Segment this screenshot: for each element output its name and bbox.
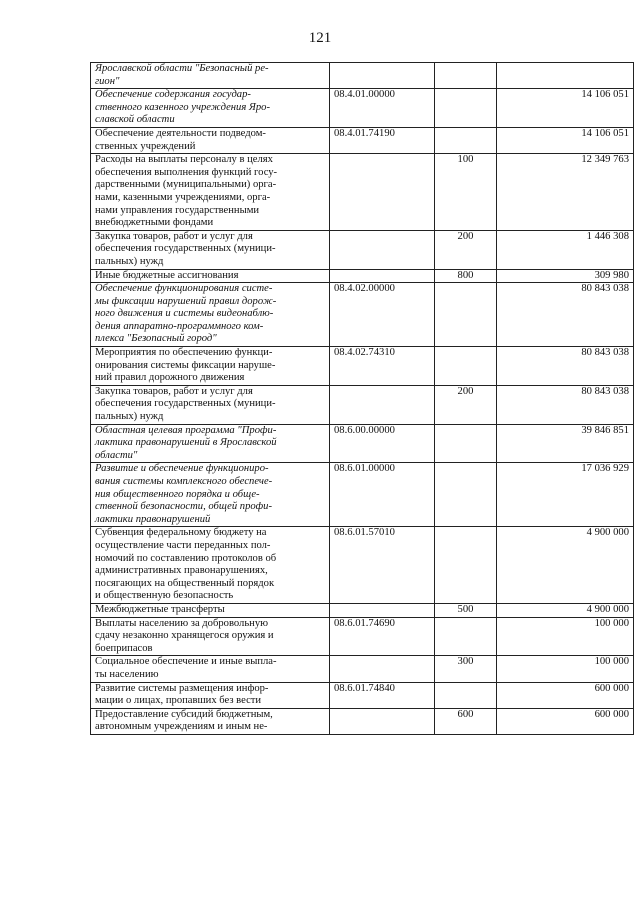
- expense-name-line: пальных) нужд: [95, 411, 164, 423]
- amount-cell: 39 846 851: [497, 424, 634, 463]
- table-row: [91, 708, 634, 734]
- expense-name-cell: [91, 617, 330, 656]
- amount-cell: 17 036 929: [497, 463, 634, 527]
- page-number: 121: [308, 30, 332, 46]
- expense-name-line: Социальное обеспечение и иные выпла-: [95, 656, 277, 668]
- expense-name-line: обеспечения выполнения функций госу-: [95, 166, 278, 178]
- expense-type-code: [435, 347, 497, 386]
- expense-name-cell: [91, 269, 330, 283]
- expense-name-line: Выплаты населению за добровольную: [95, 617, 269, 629]
- table-row: [91, 63, 634, 89]
- table-row: [91, 527, 634, 604]
- target-article-code: [330, 385, 435, 424]
- table-row: [91, 424, 634, 463]
- expense-name-cell: [91, 127, 330, 153]
- expense-name-line: лактики правонарушений: [95, 513, 211, 525]
- budget-table: [90, 62, 634, 735]
- table-row: [91, 385, 634, 424]
- expense-type-code: 100: [435, 154, 497, 231]
- expense-name-line: Субвенция федеральному бюджету на: [95, 527, 267, 539]
- target-article-code: 08.6.01.57010: [330, 527, 435, 604]
- expense-name-cell: [91, 603, 330, 617]
- target-article-code: [330, 656, 435, 682]
- expense-type-code: 200: [435, 385, 497, 424]
- expense-name-cell: [91, 424, 330, 463]
- amount-cell: 309 980: [497, 269, 634, 283]
- amount-cell: [497, 63, 634, 89]
- expense-name-line: номочий по составлению протоколов об: [95, 552, 277, 564]
- target-article-code: 08.4.02.00000: [330, 283, 435, 347]
- target-article-code: [330, 230, 435, 269]
- expense-name-line: Обеспечение деятельности подведом-: [95, 127, 266, 139]
- expense-name-line: Ярославской области "Безопасный ре-: [95, 63, 269, 74]
- target-article-code: 08.4.01.00000: [330, 89, 435, 128]
- amount-cell: 600 000: [497, 682, 634, 708]
- table-row: [91, 347, 634, 386]
- expense-name-line: плекса "Безопасный город": [95, 333, 217, 345]
- target-article-code: [330, 269, 435, 283]
- expense-type-code: 200: [435, 230, 497, 269]
- expense-name-line: Предоставление субсидий бюджетным,: [95, 708, 273, 720]
- expense-name-line: Межбюджетные трансферты: [95, 603, 225, 615]
- expense-type-code: 600: [435, 708, 497, 734]
- expense-name-line: Развитие и обеспечение функциониро-: [95, 463, 269, 475]
- target-article-code: 08.6.01.74840: [330, 682, 435, 708]
- expense-name-cell: [91, 682, 330, 708]
- expense-name-line: сдачу незаконно хранящегося оружия и: [95, 630, 274, 642]
- expense-type-code: 800: [435, 269, 497, 283]
- expense-name-cell: [91, 385, 330, 424]
- expense-type-code: [435, 127, 497, 153]
- target-article-code: 08.6.00.00000: [330, 424, 435, 463]
- expense-type-code: [435, 463, 497, 527]
- amount-cell: 80 843 038: [497, 283, 634, 347]
- target-article-code: 08.6.01.74690: [330, 617, 435, 656]
- expense-name-line: нами управления государственными: [95, 204, 260, 216]
- table-row: [91, 154, 634, 231]
- table-row: [91, 682, 634, 708]
- expense-type-code: [435, 63, 497, 89]
- expense-type-code: [435, 89, 497, 128]
- expense-name-line: Обеспечение содержания государ-: [95, 89, 251, 101]
- table-row: [91, 656, 634, 682]
- expense-name-line: административных правонарушениях,: [95, 565, 268, 577]
- expense-name-line: ственной безопасности, общей профи-: [95, 501, 273, 513]
- budget-table-body: [91, 63, 634, 735]
- amount-cell: 80 843 038: [497, 385, 634, 424]
- expense-name-cell: [91, 154, 330, 231]
- amount-cell: 12 349 763: [497, 154, 634, 231]
- expense-name-line: осуществление части переданных пол-: [95, 539, 271, 551]
- expense-name-line: онирования системы фиксации наруше-: [95, 359, 276, 371]
- table-row: [91, 230, 634, 269]
- expense-name-line: пальных) нужд: [95, 255, 164, 267]
- target-article-code: 08.4.02.74310: [330, 347, 435, 386]
- table-row: [91, 127, 634, 153]
- expense-name-line: Иные бюджетные ассигнования: [95, 269, 239, 281]
- table-row: [91, 463, 634, 527]
- expense-name-line: и общественную безопасность: [95, 590, 234, 602]
- expense-name-cell: [91, 656, 330, 682]
- expense-name-line: мы фиксации нарушений правил дорож-: [95, 295, 277, 307]
- expense-name-line: Расходы на выплаты персоналу в целях: [95, 154, 273, 166]
- expense-name-line: ния общественного порядка и обще-: [95, 488, 260, 500]
- expense-name-cell: [91, 347, 330, 386]
- expense-type-code: [435, 424, 497, 463]
- expense-name-line: внебюджетными фондами: [95, 217, 214, 229]
- expense-name-cell: [91, 89, 330, 128]
- expense-type-code: [435, 682, 497, 708]
- amount-cell: 14 106 051: [497, 89, 634, 128]
- expense-name-cell: [91, 230, 330, 269]
- expense-name-cell: [91, 283, 330, 347]
- expense-type-code: [435, 283, 497, 347]
- target-article-code: 08.6.01.00000: [330, 463, 435, 527]
- amount-cell: 1 446 308: [497, 230, 634, 269]
- expense-name-line: Закупка товаров, работ и услуг для: [95, 230, 253, 242]
- target-article-code: [330, 154, 435, 231]
- expense-name-line: мации о лицах, пропавших без вести: [95, 695, 262, 707]
- amount-cell: 80 843 038: [497, 347, 634, 386]
- expense-name-line: дарственными (муниципальными) орга-: [95, 179, 277, 191]
- expense-type-code: 500: [435, 603, 497, 617]
- expense-name-line: Областная целевая программа "Профи-: [95, 424, 277, 436]
- amount-cell: 14 106 051: [497, 127, 634, 153]
- expense-name-cell: [91, 463, 330, 527]
- amount-cell: 600 000: [497, 708, 634, 734]
- amount-cell: 4 900 000: [497, 527, 634, 604]
- table-row: [91, 269, 634, 283]
- expense-name-cell: [91, 527, 330, 604]
- expense-name-line: Закупка товаров, работ и услуг для: [95, 385, 253, 397]
- expense-name-line: нами, казенными учреждениями, орга-: [95, 191, 271, 203]
- expense-name-line: ты населению: [95, 668, 159, 680]
- table-row: [91, 603, 634, 617]
- amount-cell: 100 000: [497, 656, 634, 682]
- expense-type-code: 300: [435, 656, 497, 682]
- table-row: [91, 617, 634, 656]
- target-article-code: [330, 708, 435, 734]
- expense-type-code: [435, 617, 497, 656]
- expense-name-line: славской области: [95, 114, 175, 126]
- expense-name-line: Развитие системы размещения инфор-: [95, 682, 269, 694]
- expense-name-line: гион": [95, 75, 120, 87]
- expense-name-line: Обеспечение функционирования систе-: [95, 283, 273, 295]
- amount-cell: 100 000: [497, 617, 634, 656]
- table-row: [91, 89, 634, 128]
- expense-name-line: посягающих на общественный порядок: [95, 577, 275, 589]
- table-row: [91, 283, 634, 347]
- expense-name-line: области": [95, 449, 138, 461]
- expense-name-line: лактика правонарушений в Ярославской: [95, 437, 277, 449]
- target-article-code: [330, 63, 435, 89]
- expense-type-code: [435, 527, 497, 604]
- expense-name-line: Мероприятия по обеспечению функци-: [95, 347, 273, 359]
- expense-name-line: обеспечения государственных (муници-: [95, 243, 276, 255]
- target-article-code: [330, 603, 435, 617]
- expense-name-line: боеприпасов: [95, 642, 153, 654]
- expense-name-cell: [91, 63, 330, 89]
- expense-name-line: автономным учреждениям и иным не-: [95, 721, 268, 733]
- expense-name-line: ственного казенного учреждения Яро-: [95, 101, 270, 113]
- expense-name-line: ний правил дорожного движения: [95, 372, 245, 384]
- amount-cell: 4 900 000: [497, 603, 634, 617]
- expense-name-line: вания системы комплексного обеспече-: [95, 476, 273, 487]
- expense-name-line: ственных учреждений: [95, 140, 196, 152]
- target-article-code: 08.4.01.74190: [330, 127, 435, 153]
- expense-name-line: дения аппаратно-программного ком-: [95, 320, 264, 332]
- expense-name-cell: [91, 708, 330, 734]
- expense-name-line: ного движения и системы видеонаблю-: [95, 308, 274, 320]
- expense-name-line: обеспечения государственных (муници-: [95, 398, 276, 410]
